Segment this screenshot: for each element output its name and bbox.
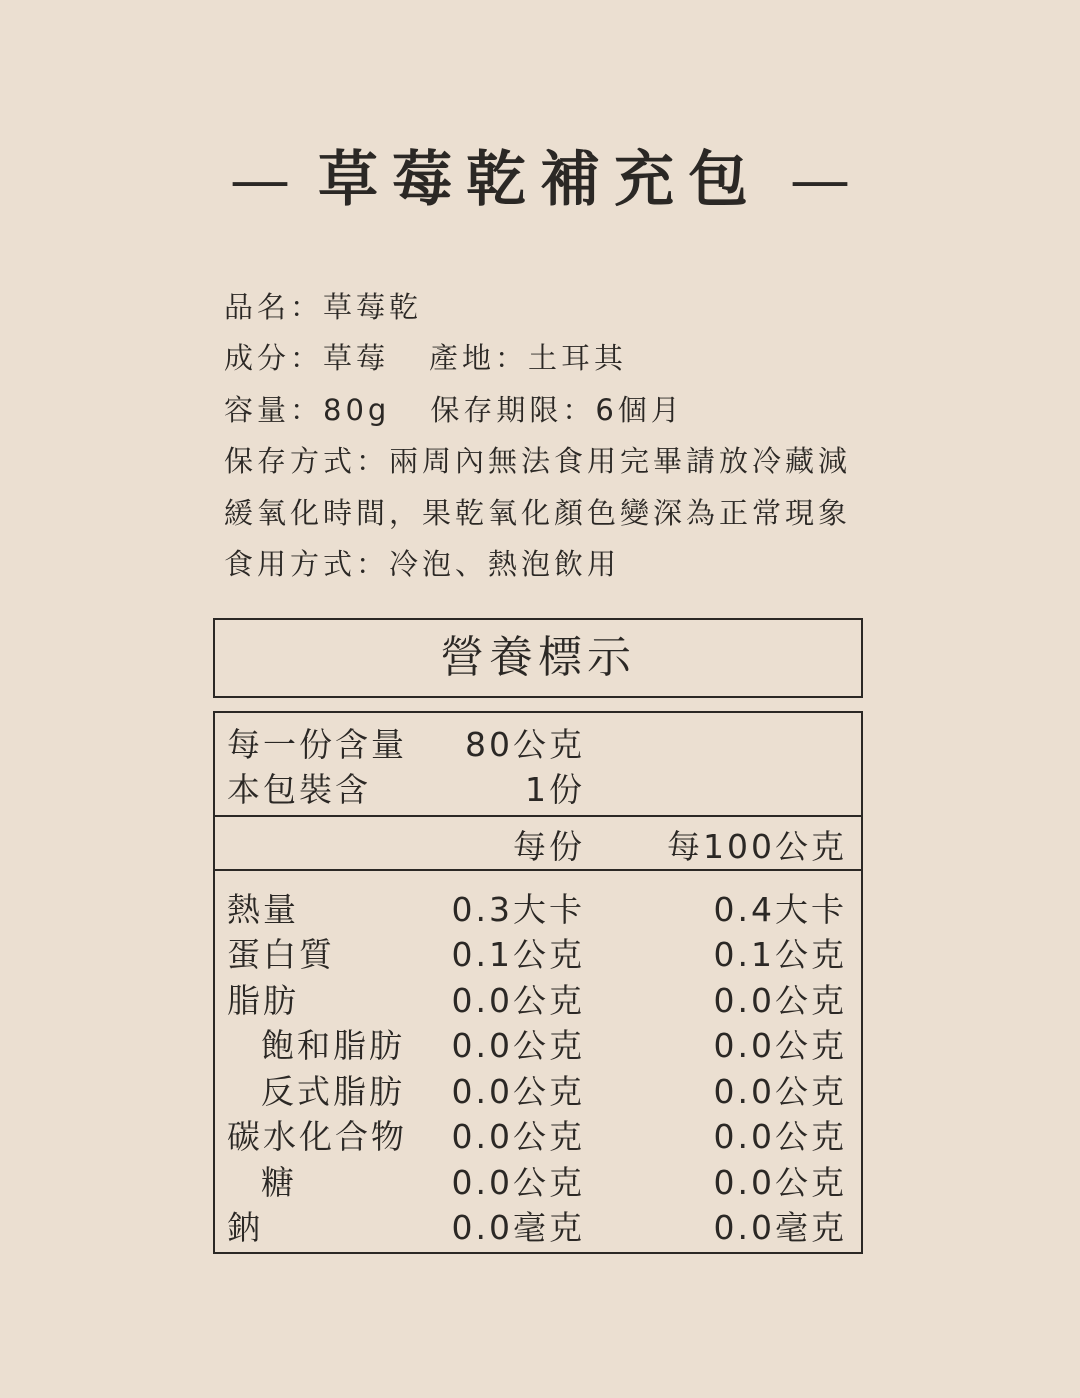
ingredients-row bbox=[224, 333, 884, 384]
title-text: 草莓乾補充包 bbox=[318, 145, 762, 215]
row-label: 飽和脂肪 bbox=[261, 1026, 405, 1065]
title-left-dash: — bbox=[230, 145, 290, 215]
row-per-serving: 0.0公克 bbox=[451, 981, 585, 1020]
col-per-100g: 每100公克 bbox=[667, 827, 847, 866]
row-per-serving: 0.0公克 bbox=[451, 1072, 585, 1111]
nutrition-header: 營養標示 bbox=[440, 632, 636, 683]
row-per-100g: 0.4大卡 bbox=[713, 890, 847, 929]
row-per-serving: 0.1公克 bbox=[451, 935, 585, 974]
origin: 產地：土耳其 bbox=[429, 341, 628, 376]
product-name-row bbox=[224, 282, 884, 333]
ingredients: 成分：草莓 bbox=[224, 341, 390, 376]
serving-size-value: 80公克 bbox=[465, 725, 585, 764]
row-per-100g: 0.0公克 bbox=[713, 1163, 847, 1202]
row-per-serving: 0.0公克 bbox=[451, 1163, 585, 1202]
storage-line-1: 保存方式：兩周內無法食用完畢請放冷藏減 bbox=[224, 444, 852, 479]
serving-size-label: 每一份含量 bbox=[227, 725, 407, 764]
divider bbox=[215, 815, 861, 817]
row-per-serving: 0.0公克 bbox=[451, 1117, 585, 1156]
row-per-100g: 0.0公克 bbox=[713, 1072, 847, 1111]
row-per-100g: 0.0公克 bbox=[713, 1117, 847, 1156]
row-per-100g: 0.0公克 bbox=[713, 1026, 847, 1065]
nutrition-header-box bbox=[213, 618, 863, 698]
row-per-100g: 0.1公克 bbox=[713, 935, 847, 974]
page-title bbox=[0, 140, 1080, 220]
servings-value: 1份 bbox=[525, 770, 585, 809]
shelf-life: 保存期限：6個月 bbox=[430, 392, 684, 427]
nutrition-table bbox=[213, 711, 863, 1254]
usage: 食用方式：冷泡、熱泡飲用 bbox=[224, 547, 621, 582]
row-label: 熱量 bbox=[227, 890, 299, 929]
row-per-100g: 0.0公克 bbox=[713, 981, 847, 1020]
row-per-serving: 0.0公克 bbox=[451, 1026, 585, 1065]
row-label: 反式脂肪 bbox=[261, 1072, 405, 1111]
row-label: 碳水化合物 bbox=[227, 1117, 407, 1156]
volume: 容量：80g bbox=[224, 392, 391, 427]
divider bbox=[215, 869, 861, 871]
volume-row bbox=[224, 385, 884, 436]
row-label: 鈉 bbox=[227, 1208, 263, 1247]
row-label: 蛋白質 bbox=[227, 935, 335, 974]
title-right-dash: — bbox=[790, 145, 850, 215]
col-per-serving: 每份 bbox=[513, 827, 585, 866]
row-label: 糖 bbox=[261, 1163, 297, 1202]
row-label: 脂肪 bbox=[227, 981, 299, 1020]
storage-line-2: 緩氧化時間，果乾氧化顏色變深為正常現象 bbox=[224, 495, 852, 530]
row-per-serving: 0.0毫克 bbox=[451, 1208, 585, 1247]
row-per-100g: 0.0毫克 bbox=[713, 1208, 847, 1247]
product-info bbox=[224, 282, 884, 590]
servings-label: 本包裝含 bbox=[227, 770, 371, 809]
product-name: 品名：草莓乾 bbox=[224, 290, 423, 324]
row-per-serving: 0.3大卡 bbox=[451, 890, 585, 929]
